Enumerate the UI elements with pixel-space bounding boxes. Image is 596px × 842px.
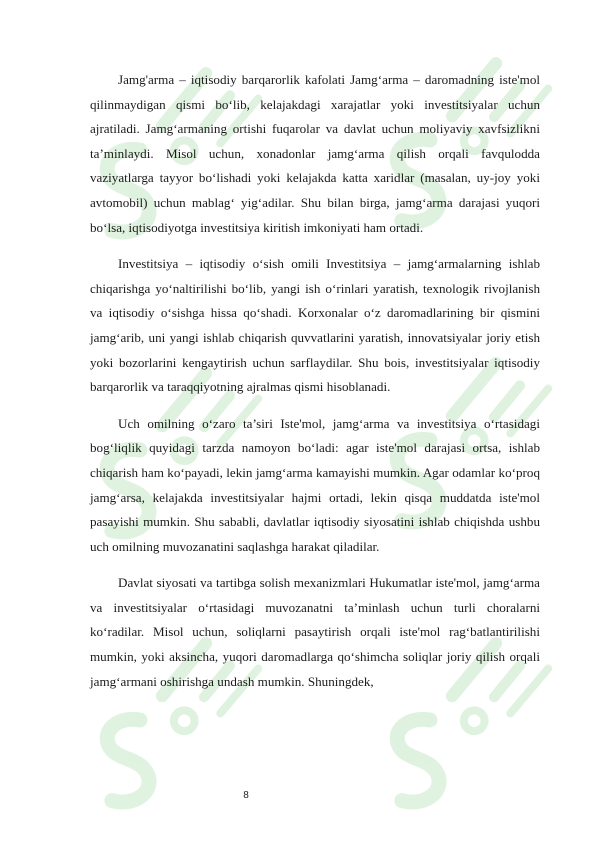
paragraph: Jamg'arma – iqtisodiy barqarorlik kafolati Jamg‘arma – daromadning iste'mol qilinmaydigan qismi bo‘lib, kelajakdagi xarajatlar yoki investitsiyalar uchun ajratiladi. Jamg‘armaning ortishi fuqarolar va davlat uchun moliyaviy xavfsizlikni ta’minlaydi. Misol uchun, xonadonlar jamg‘arma qilish orqali favqulodda vaziyatlarga tayyor bo‘lishadi yoki kelajakda katta xaridlar (masalan, uy-joy yoki avtomobil) uchun mablag‘ yig‘adilar. Shu bilan birga, jamg‘arma darajasi yuqori bo‘lsa, iqtisodiyotga investitsiya kiritish imkoniyati ham ortadi. [90, 72, 540, 235]
paragraph: Davlat siyosati va tartibga solish mexanizmlari Hukumatlar iste'mol, jamg‘arma va investitsiyalar o‘rtasidagi muvozanatni ta’minlash uchun turli choralarni ko‘radilar. Misol uchun, soliqlarni pasaytirish orqali iste'mol rag‘batlantirilishi mumkin, yoki aksincha, yuqori daromadlarga qo‘shimcha soliqlar joriy qilish orqali jamg‘armani oshirishga undash mumkin. Shuningdek, [90, 575, 540, 689]
paragraph: Uch omilning o‘zaro ta’siri Iste'mol, jamg‘arma va investitsiya o‘rtasidagi bog‘liqlik quyidagi tarzda namoyon bo‘ladi: agar iste'mol darajasi ortsa, ishlab chiqarish ham ko‘payadi, lekin jamg‘arma kamayishi mumkin. Agar odamlar ko‘proq jamg‘arsa, kelajakda investitsiyalar hajmi ortadi, lekin qisqa muddatda iste'mol pasayishi mumkin. Shu sababli, davlatlar iqtisodiy siyosatini ishlab chiqishda ushbu uch omilning muvozanatini saqlashga harakat qiladilar. [90, 415, 540, 554]
document-body [90, 68, 540, 706]
page-number: 8 [243, 790, 249, 801]
paragraph: Investitsiya – iqtisodiy o‘sish omili Investitsiya – jamg‘armalarning ishlab chiqarishga yo‘naltirilishi bo‘lib, yangi ish o‘rinlari yaratish, texnologik rivojlanish va iqtisodiy o‘sishga hissa qo‘shadi. Korxonalar o‘z daromadlarining bir qismini jamg‘arib, uni yangi ishlab chiqarish quvvatlarini yaratish, innovatsiyalar joriy etish yoki bozorlarini kengaytirish uchun sarflaydilar. Shu bois, investitsiyalar iqtisodiy barqarorlik va taraqqiyotning ajralmas qismi hisoblanadi. [90, 256, 540, 395]
